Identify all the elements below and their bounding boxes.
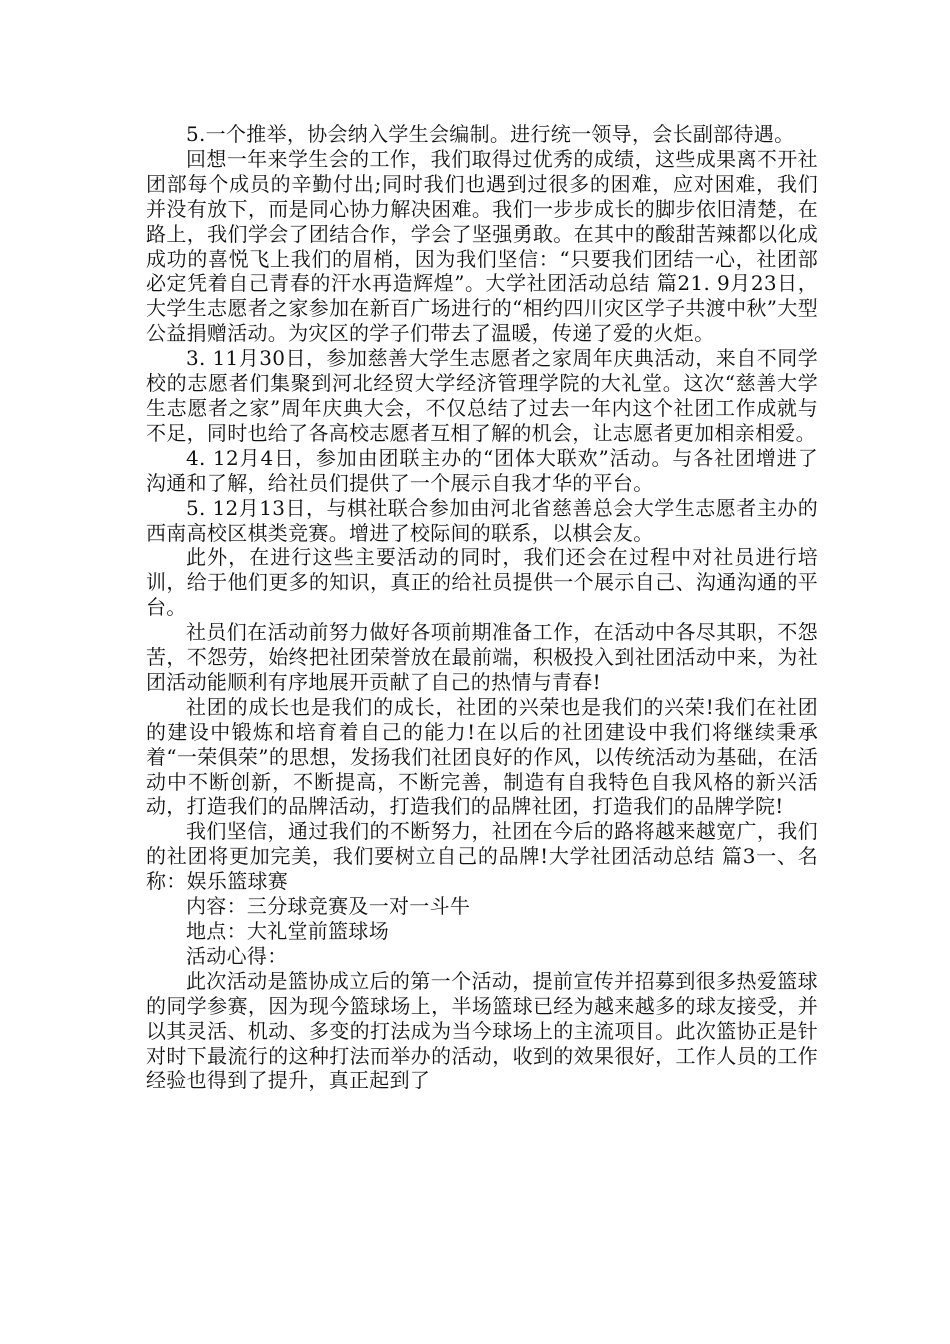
paragraph-training: 此外，在进行这些主要活动的同时，我们还会在过程中对社员进行培训，给于他们更多的知识，真正的给社员提供一个展示自己、沟通沟通的平台。 xyxy=(146,545,818,620)
paragraph-item-5-recommendation: 5.一个推举，协会纳入学生会编制。进行统一领导，会长副部待遇。 xyxy=(186,122,795,146)
paragraph-club-growth: 社团的成长也是我们的成长，社团的兴荣也是我们的兴荣!我们在社团的建设中锻炼和培育着自己的能力!在以后的社团建设中我们将继续秉承着“一荣俱荣”的思想，发扬我们社团良好的作风，以传统活动为基础，在活动中不断创新，不断提高，不断完善，制造有自我特色自我风格的新兴活动，打造我们的品牌活动，打造我们的品牌社团，打造我们的品牌学院! xyxy=(146,694,818,819)
paragraph-content: 内容：三分球竞赛及一对一斗牛 xyxy=(186,894,471,919)
paragraph-basketball-activity: 此次活动是篮协成立后的第一个活动，提前宣传并招募到很多热爱篮球的同学参赛，因为现今篮球场上，半场篮球已经为越来越多的球友接受，并以其灵活、机动、多变的打法成为当今球场上的主流项目。此次篮协正是针对时下最流行的这种打法而举办的活动，收到的效果很好，工作人员的工作经验也得到了提升，真正起到了 xyxy=(146,968,818,1093)
paragraph-member-effort: 社员们在活动前努力做好各项前期准备工作，在活动中各尽其职，不怨苦，不怨劳，始终把社团荣誉放在最前端，积极投入到社团活动中来，为社团活动能顺利有序地展开贡献了自己的热情与青春! xyxy=(146,620,818,694)
paragraph-chess-competition: 5. 12月13日，与棋社联合参加由河北省慈善总会大学生志愿者主办的西南高校区棋类竞赛。增进了校际间的联系，以棋会友。 xyxy=(146,495,818,545)
paragraph-location: 地点：大礼堂前篮球场 xyxy=(186,919,389,943)
document-body xyxy=(146,122,818,1093)
paragraph-reflection-heading: 活动心得： xyxy=(186,943,288,968)
paragraph-review-year: 回想一年来学生会的工作，我们取得过优秀的成绩，这些成果离不开社团部每个成员的辛勤付出;同时我们也遇到过很多的困难，应对困难，我们并没有放下，而是同心协力解决困难。我们一步步成长的脚步依旧清楚，在路上，我们学会了团结合作，学会了坚强勇敢。在其中的酸甜苦辣都以化成成功的喜悦飞上我们的眉梢，因为我们坚信：“只要我们团结一心，社团部必定凭着自己青春的汗水再造辉煌”。大学社团活动总结 篇21. 9月23日，大学生志愿者之家参加在新百广场进行的“相约四川灾区学子共渡中秋”大型公益捐赠活动。为灾区的学子们带去了温暖，传递了爱的火炬。 xyxy=(146,146,818,346)
paragraph-belief: 我们坚信，通过我们的不断努力，社团在今后的路将越来越宽广，我们的社团将更加完美，我们要树立自己的品牌!大学社团活动总结 篇3一、名称：娱乐篮球赛 xyxy=(146,819,818,894)
paragraph-union-party: 4. 12月4日，参加由团联主办的“团体大联欢”活动。与各社团增进了沟通和了解，给社员们提供了一个展示自我才华的平台。 xyxy=(146,445,818,495)
paragraph-anniversary-event: 3. 11月30日，参加慈善大学生志愿者之家周年庆典活动，来自不同学校的志愿者们集聚到河北经贸大学经济管理学院的大礼堂。这次“慈善大学生志愿者之家”周年庆典大会，不仅总结了过去一年内这个社团工作成就与不足，同时也给了各高校志愿者互相了解的机会，让志愿者更加相亲相爱。 xyxy=(146,346,818,445)
